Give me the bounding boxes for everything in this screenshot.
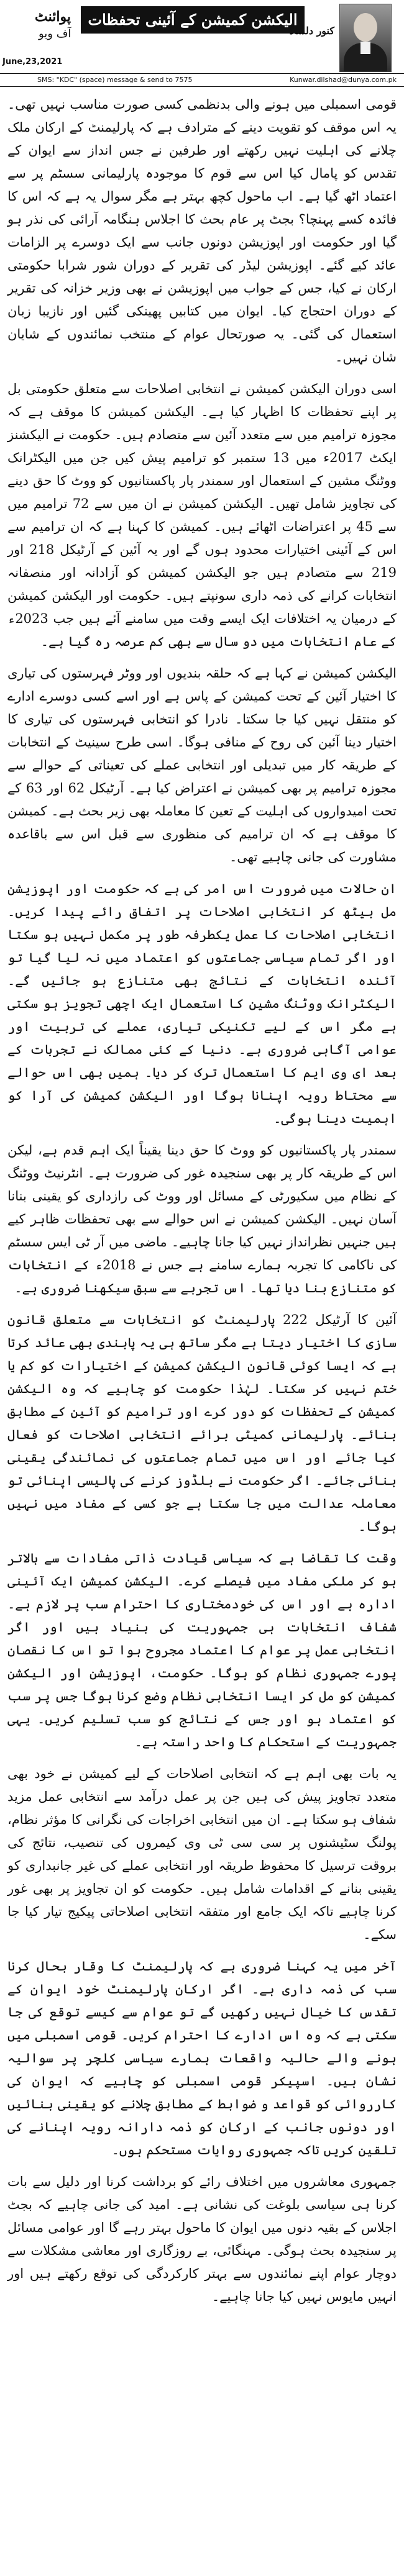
column-logo [16,5,77,78]
column-name: پوائنٹ [35,9,71,25]
author-name: کنور دلشاد [289,25,334,37]
article-paragraph: جمہوری معاشروں میں اختلاف رائے کو برداشت کرنا اور دلیل سے بات کرنا ہی سیاسی بلوغت کی نشانی ہے۔ امید کی جانی چاہیے کہ بجٹ اجلاس کے بقیہ دنوں میں ایوان کا ماحول بہتر رہے گا اور عوامی مسائل پر سنجیدہ بحث ہوگی۔ مہنگائی، بے روزگاری اور معاشی مشکلات سے دوچار عوام اپنے نمائندوں سے بہتر کارکردگی کی توقع رکھتے ہیں اور انہیں مایوس نہیں کیا جانا چاہیے۔ [7,2174,397,2304]
article-paragraph: وقت کا تقاضا ہے کہ سیاسی قیادت ذاتی مفادات سے بالاتر ہو کر ملکی مفاد میں فیصلے کرے۔ الیکشن کمیشن ایک آئینی ادارہ ہے اور اس کی خودمختاری کا احترام سب پر لازم ہے۔ شفاف انتخابات ہی جمہوریت کی بنیاد ہیں اور اگر انتخابی عمل پر عوام کا اعتماد مجروح ہوا تو اس کا نقصان پورے جمہوری نظام کو ہوگا۔ حکومت، اپوزیشن اور الیکشن کمیشن کو مل کر ایسا انتخابی نظام وضع کرنا ہوگا جس پر سب کو اعتماد ہو اور جس کے نتائج کو سب تسلیم کریں۔ یہی جمہوریت کے استحکام کا واحد راستہ ہے۔ [7,1551,397,1749]
column-header [0,0,404,93]
column-subtitle: آف ویو [39,27,71,40]
article-paragraph: آئین کا آرٹیکل 222 پارلیمنٹ کو انتخابات سے متعلق قانون سازی کا اختیار دیتا ہے مگر ساتھ ہی یہ پابندی بھی عائد کرتا ہے کہ ایسا کوئی قانون الیکشن کمیشن کے اختیارات کو کم یا ختم نہیں کر سکتا۔ لہٰذا حکومت کو چاہیے کہ وہ الیکشن کمیشن کے تحفظات کو دور کرے اور ترامیم کو آئین کے مطابق بنائے۔ پارلیمانی کمیٹی برائے انتخابی اصلاحات کو فعال کیا جائے اور اس میں تمام جماعتوں کی نمائندگی یقینی بنائی جائے۔ اگر حکومت نے بلڈوز کرنے کی پالیسی اپنائی تو معاملہ عدالت میں جا سکتا ہے جو کسی کے مفاد میں نہیں ہوگا۔ [7,1312,397,1534]
article-title: الیکشن کمیشن کے آئینی تحفظات [81,6,305,34]
sms-instruction: SMS: "KDC" (space) message & send to 7575 [37,76,193,84]
author-photo [339,4,392,72]
article-paragraph: الیکشن کمیشن نے کہا ہے کہ حلقہ بندیوں اور ووٹر فہرستوں کی تیاری کا اختیار آئین کے تحت کمیشن کے پاس ہے اور اسے کسی دوسرے ادارے کو منتقل نہیں کیا جا سکتا۔ نادرا کو انتخابی فہرستوں کی تیاری کا اختیار دینا آئین کی روح کے منافی ہوگا۔ اسی طرح سینیٹ کے انتخابات کے طریقہ کار میں تبدیلی اور انتخابی عملے کی تعیناتی کے حوالے سے مجوزہ ترامیم پر بھی کمیشن نے اعتراض کیا ہے۔ آرٹیکل 62 اور 63 کے تحت امیدواروں کی اہلیت کے تعین کا معاملہ بھی زیر بحث ہے۔ کمیشن کا موقف ہے کہ ان ترامیم کی منظوری سے قبل اس سے باقاعدہ مشاورت کی جانی چاہیے تھی۔ [7,666,397,864]
author-email[interactable]: Kunwar.dilshad@dunya.com.pk [290,76,397,84]
article-paragraph: آخر میں یہ کہنا ضروری ہے کہ پارلیمنٹ کا وقار بحال کرنا سب کی ذمہ داری ہے۔ اگر ارکان پارلیمنٹ خود ایوان کے تقدس کا خیال نہیں رکھیں گے تو عوام سے کیسے توقع کی جا سکتی ہے کہ وہ اس ادارے کا احترام کریں۔ قومی اسمبلی میں ہونے والے حالیہ واقعات ہمارے سیاسی کلچر پر سوالیہ نشان ہیں۔ اسپیکر قومی اسمبلی کو چاہیے کہ ایوان کی کارروائی کو قواعد و ضوابط کے مطابق چلانے کو یقینی بنائیں اور دونوں جانب کے ارکان کو ذمہ دارانہ رویہ اپنانے کی تلقین کریں تاکہ جمہوری روایات مستحکم ہوں۔ [7,1959,397,2157]
article-paragraph: یہ بات بھی اہم ہے کہ انتخابی اصلاحات کے لیے کمیشن نے خود بھی متعدد تجاویز پیش کی ہیں جن پر عمل درآمد سے انتخابی عمل مزید شفاف ہو سکتا ہے۔ ان میں انتخابی اخراجات کی نگرانی کا مؤثر نظام، پولنگ سٹیشنوں پر سی سی ٹی وی کیمروں کی تنصیب، نتائج کی بروقت ترسیل کا محفوظ طریقہ اور انتخابی عملے کی غیر جانبداری کو یقینی بنانے کے اقدامات شامل ہیں۔ حکومت کو ان تجاویز پر بھی غور کرنا چاہیے تاکہ ایک جامع اور متفقہ انتخابی اصلاحاتی پیکیج تیار کیا جا سکے۔ [7,1766,397,1942]
article-paragraph: سمندر پار پاکستانیوں کو ووٹ کا حق دینا یقیناً ایک اہم قدم ہے، لیکن اس کے طریقہ کار پر بھی سنجیدہ غور کی ضرورت ہے۔ انٹرنیٹ ووٹنگ کے نظام میں سکیورٹی کے مسائل اور ووٹ کی رازداری کو یقینی بنانا آسان نہیں۔ الیکشن کمیشن نے اس حوالے سے بھی تحفظات ظاہر کیے ہیں جنہیں نظرانداز نہیں کیا جانا چاہیے۔ ماضی میں آر ٹی ایس سسٹم کی ناکامی کا تجربہ ہمارے سامنے ہے جس نے 2018ء کے انتخابات کو متنازع بنا دیا تھا۔ اس تجربے سے سبق سیکھنا ضروری ہے۔ [7,1143,397,1295]
author-photo-face [354,13,377,42]
author-photo-collar [360,42,370,54]
article-body [7,93,397,2317]
article-paragraph: اسی دوران الیکشن کمیشن نے انتخابی اصلاحات سے متعلق حکومتی بل پر اپنے تحفظات کا اظہار کیا ہے۔ الیکشن کمیشن کا موقف ہے کہ مجوزہ ترامیم میں سے متعدد آئین سے متصادم ہیں۔ حکومت نے الیکشنز ایکٹ 2017ء میں 13 ستمبر کو ترامیم پیش کیں جن میں الیکٹرانک ووٹنگ مشین کے استعمال اور سمندر پار پاکستانیوں کو ووٹ کا حق دینے کی تجاویز شامل تھیں۔ الیکشن کمیشن نے ان میں سے 72 ترامیم میں سے 45 پر اعتراضات اٹھائے ہیں۔ کمیشن کا کہنا ہے کہ ان ترامیم سے اس کے آئینی اختیارات محدود ہوں گے اور یہ آئین کے آرٹیکل 218 اور 219 سے متصادم ہیں جو الیکشن کمیشن کو آزادانہ اور منصفانہ انتخابات کرانے کی ذمہ داری سونپتے ہیں۔ حکومت اور الیکشن کمیشن کے درمیان یہ اختلافات ایک ایسے وقت میں سامنے آئے ہیں جب 2023ء کے عام انتخابات میں دو سال سے بھی کم عرصہ رہ گیا ہے۔ [7,381,397,649]
publish-date: June,23,2021 [2,57,63,66]
article-paragraph: ان حالات میں ضرورت اس امر کی ہے کہ حکومت اور اپوزیشن مل بیٹھ کر انتخابی اصلاحات پر اتفاق رائے پیدا کریں۔ انتخابی اصلاحات کا عمل یکطرفہ طور پر مکمل نہیں ہو سکتا اور اگر تمام سیاسی جماعتوں کو اعتماد میں نہ لیا گیا تو آئندہ انتخابات کے نتائج بھی متنازع ہو جائیں گے۔ الیکٹرانک ووٹنگ مشین کا استعمال ایک اچھی تجویز ہو سکتی ہے مگر اس کے لیے تکنیکی تیاری، عملے کی تربیت اور عوامی آگاہی ضروری ہے۔ دنیا کے کئی ممالک نے تجربات کے بعد ای وی ایم کا استعمال ترک کر دیا۔ ہمیں بھی اس حوالے سے محتاط رویہ اپنانا ہوگا اور الیکشن کمیشن کی آرا کو اہمیت دینا ہوگی۔ [7,881,397,1126]
article-paragraph: قومی اسمبلی میں ہونے والی بدنظمی کسی صورت مناسب نہیں تھی۔ یہ اس موقف کو تقویت دینے کے مترادف ہے کہ پارلیمنٹ کے ارکان ملک چلانے کی اہلیت نہیں رکھتے اور طرفین نے جس انداز سے ایوان کے تقدس کو پامال کیا اس سے قوم کا موجودہ پارلیمانی سسٹم پر سے اعتماد اٹھ گیا ہے۔ اب ماحول کچھ بہتر ہے مگر سوال یہ ہے کہ اس کا فائدہ کسے پہنچا؟ بجٹ پر عام بحث کا اجلاس ہنگامہ آرائی کی نذر ہو گیا اور حکومت اور اپوزیشن دونوں جانب سے ایک دوسرے پر الزامات عائد کیے گئے۔ اپوزیشن لیڈر کی تقریر کے دوران شور شرابا حکومتی ارکان نے کیا، جس کے جواب میں اپوزیشن نے بھی وزیر خزانہ کی تقریر کے دوران احتجاج کیا۔ ایوان میں کتابیں پھینکی گئیں اور نازیبا زبان استعمال کی گئی۔ یہ صورتحال عوام کے منتخب نمائندوں کے شایان شان نہیں۔ [7,97,397,365]
contact-strip [0,73,404,87]
